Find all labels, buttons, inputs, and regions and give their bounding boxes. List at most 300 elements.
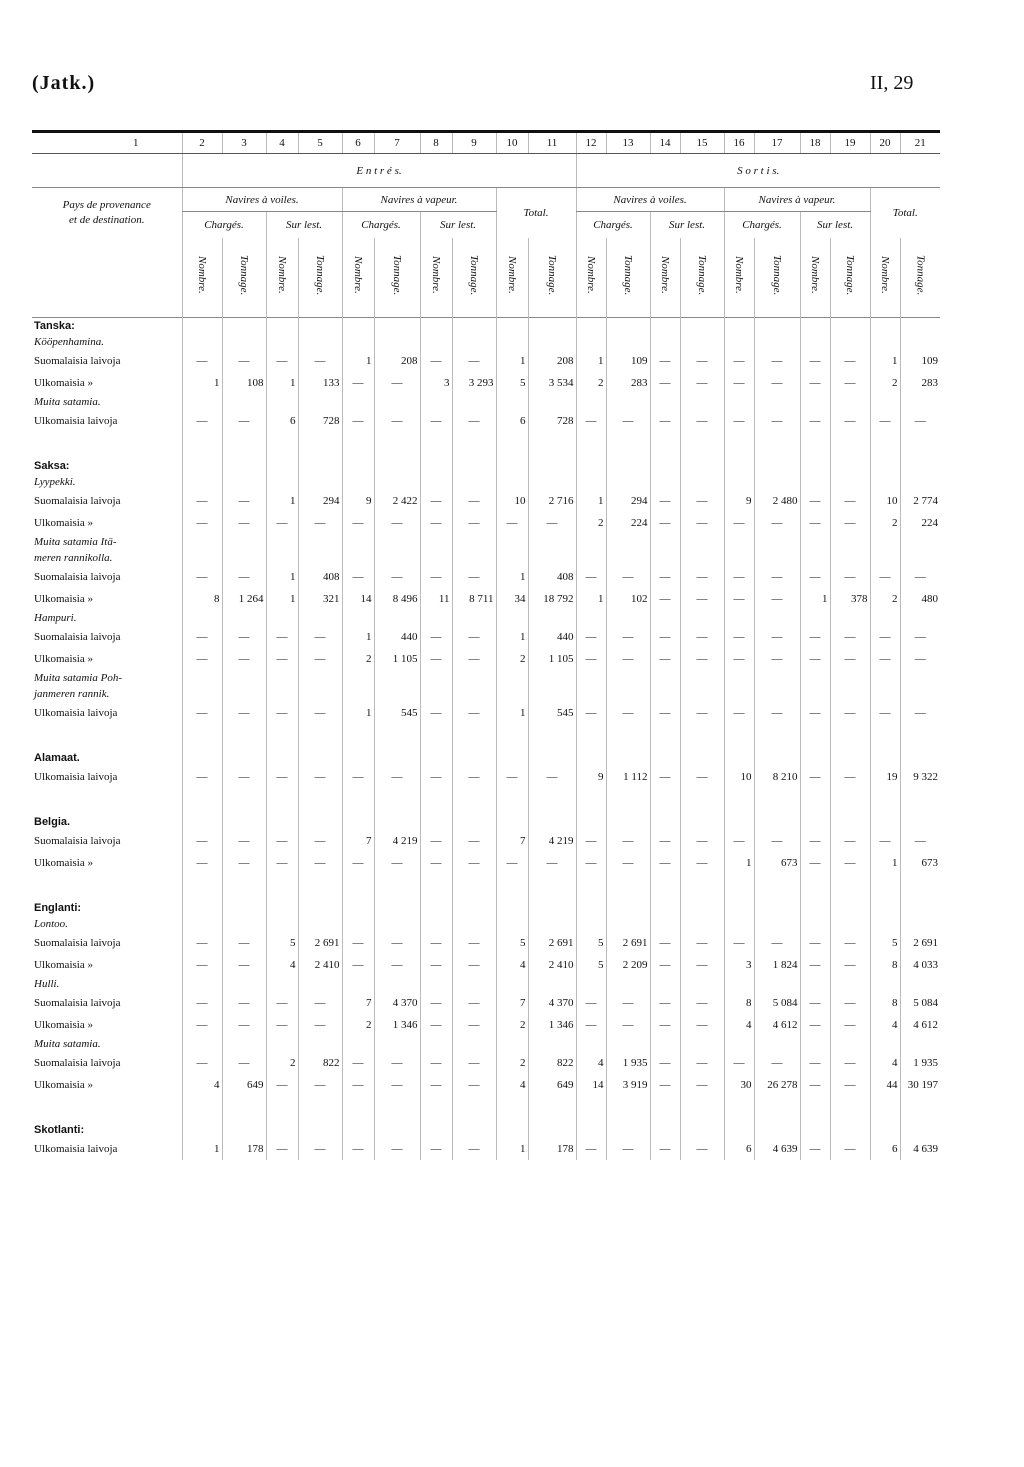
tonnage-header: Tonnage. <box>314 255 326 296</box>
port-row <box>32 1036 940 1052</box>
table-cell: 9 <box>342 490 374 512</box>
column-number: 13 <box>606 132 650 154</box>
column-number-row <box>32 132 940 154</box>
table-cell: — <box>754 830 800 852</box>
table-cell: 109 <box>606 350 650 372</box>
table-cell: — <box>754 702 800 724</box>
table-cell: — <box>800 954 830 976</box>
table-cell: 1 <box>266 566 298 588</box>
port-heading: Kööpenhamina. <box>34 336 104 348</box>
table-cell: — <box>606 626 650 648</box>
port-row <box>32 916 940 932</box>
table-cell: — <box>830 490 870 512</box>
table-cell: 2 <box>342 1014 374 1036</box>
table-cell: — <box>222 626 266 648</box>
charges-header: Chargés. <box>576 212 650 238</box>
port-heading: Muita satamia. <box>34 1038 101 1050</box>
column-number: 10 <box>496 132 528 154</box>
table-cell: — <box>800 1138 830 1160</box>
column-number: 19 <box>830 132 870 154</box>
table-cell: — <box>650 992 680 1014</box>
table-cell: — <box>266 626 298 648</box>
table-cell: 2 <box>576 512 606 534</box>
table-cell: 10 <box>724 766 754 788</box>
table-cell: — <box>800 372 830 394</box>
table-cell: 728 <box>298 410 342 432</box>
port-heading: Muita satamia. <box>34 396 101 408</box>
table-cell: 14 <box>342 588 374 610</box>
table-cell: 1 <box>266 588 298 610</box>
table-cell: 9 322 <box>900 766 940 788</box>
column-number: 7 <box>374 132 420 154</box>
table-cell: — <box>182 566 222 588</box>
table-cell: 545 <box>374 702 420 724</box>
table-cell: — <box>266 350 298 372</box>
sur-lest-header: Sur lest. <box>800 212 870 238</box>
table-cell: — <box>576 410 606 432</box>
table-cell: — <box>420 410 452 432</box>
table-cell: — <box>374 372 420 394</box>
entres-sail-header: Navires à voiles. <box>182 188 342 212</box>
table-cell: — <box>800 992 830 1014</box>
table-cell: — <box>680 648 724 670</box>
table-cell: — <box>830 350 870 372</box>
table-cell: — <box>222 410 266 432</box>
table-cell: — <box>182 512 222 534</box>
table-cell: — <box>650 766 680 788</box>
table-row <box>32 932 940 954</box>
table-cell: 8 <box>870 992 900 1014</box>
table-cell: — <box>298 852 342 874</box>
table-cell: 1 <box>800 588 830 610</box>
table-cell: — <box>374 1052 420 1074</box>
table-cell: — <box>298 830 342 852</box>
table-cell: — <box>222 648 266 670</box>
table-cell: — <box>724 588 754 610</box>
table-cell: 5 <box>576 932 606 954</box>
table-cell: — <box>800 626 830 648</box>
table-cell: 1 <box>576 588 606 610</box>
table-cell: 480 <box>900 588 940 610</box>
table-cell: 1 <box>496 566 528 588</box>
column-number: 5 <box>298 132 342 154</box>
table-cell: — <box>420 1138 452 1160</box>
port-row <box>32 474 940 490</box>
table-cell: 822 <box>298 1052 342 1074</box>
sortis-sail-header: Navires à voiles. <box>576 188 724 212</box>
table-cell: — <box>754 410 800 432</box>
nombre-header: Nombre. <box>196 256 208 295</box>
table-cell: — <box>830 702 870 724</box>
table-cell: — <box>298 350 342 372</box>
table-cell: — <box>182 490 222 512</box>
table-cell: — <box>222 1014 266 1036</box>
table-cell: 8 210 <box>754 766 800 788</box>
table-cell: — <box>182 852 222 874</box>
port-row <box>32 686 940 702</box>
table-cell: 4 370 <box>528 992 576 1014</box>
table-cell: — <box>724 512 754 534</box>
table-cell: — <box>266 1138 298 1160</box>
table-cell: — <box>528 512 576 534</box>
table-cell: — <box>182 932 222 954</box>
table-cell: — <box>650 1138 680 1160</box>
table-cell: 408 <box>298 566 342 588</box>
table-row <box>32 648 940 670</box>
column-number: 3 <box>222 132 266 154</box>
table-row <box>32 566 940 588</box>
table-cell: 1 346 <box>374 1014 420 1036</box>
table-cell: 2 691 <box>606 932 650 954</box>
column-number: 8 <box>420 132 452 154</box>
table-cell: — <box>650 852 680 874</box>
country-row <box>32 814 940 830</box>
table-cell: 408 <box>528 566 576 588</box>
table-cell: 545 <box>528 702 576 724</box>
sortis-total-header: Total. <box>870 188 940 238</box>
table-cell: — <box>870 626 900 648</box>
country-row <box>32 318 940 335</box>
table-cell: 2 422 <box>374 490 420 512</box>
table-cell: — <box>420 626 452 648</box>
table-cell: — <box>182 1052 222 1074</box>
table-cell: — <box>680 512 724 534</box>
table-cell: — <box>830 1074 870 1096</box>
port-heading: Muita satamia Poh- <box>34 672 122 684</box>
table-cell: — <box>650 588 680 610</box>
country-heading: Saksa: <box>34 460 70 472</box>
table-cell: 10 <box>870 490 900 512</box>
column-number: 17 <box>754 132 800 154</box>
table-row <box>32 852 940 874</box>
table-cell: — <box>870 702 900 724</box>
table-cell: — <box>342 372 374 394</box>
table-cell: 1 112 <box>606 766 650 788</box>
table-cell: 6 <box>724 1138 754 1160</box>
table-cell: 1 824 <box>754 954 800 976</box>
table-cell: — <box>266 852 298 874</box>
table-cell: 1 <box>496 702 528 724</box>
page-continuation-label: (Jatk.) <box>32 72 96 94</box>
table-cell: — <box>680 372 724 394</box>
table-cell: 5 <box>496 372 528 394</box>
charges-header: Chargés. <box>724 212 800 238</box>
table-cell: 10 <box>496 490 528 512</box>
table-cell: — <box>420 1014 452 1036</box>
table-cell: 2 <box>496 648 528 670</box>
table-cell: — <box>222 830 266 852</box>
nombre-header: Nombre. <box>585 256 597 295</box>
table-cell: — <box>266 830 298 852</box>
table-cell: — <box>606 852 650 874</box>
table-cell: 4 219 <box>528 830 576 852</box>
table-cell: — <box>420 648 452 670</box>
table-cell: 649 <box>222 1074 266 1096</box>
table-cell: — <box>754 1052 800 1074</box>
country-heading: Alamaat. <box>34 752 80 764</box>
table-cell: — <box>298 1138 342 1160</box>
table-row <box>32 626 940 648</box>
table-cell: 30 <box>724 1074 754 1096</box>
table-cell: 3 <box>724 954 754 976</box>
port-row <box>32 610 940 626</box>
charges-header: Chargés. <box>182 212 266 238</box>
table-cell: — <box>650 566 680 588</box>
table-cell: 1 <box>870 350 900 372</box>
table-cell: — <box>870 830 900 852</box>
table-cell: — <box>650 410 680 432</box>
table-cell: 8 <box>182 588 222 610</box>
table-cell: — <box>342 1052 374 1074</box>
table-cell: — <box>374 954 420 976</box>
column-number: 2 <box>182 132 222 154</box>
table-cell: 8 <box>724 992 754 1014</box>
table-cell: 4 <box>496 954 528 976</box>
port-heading: meren rannikolla. <box>34 552 113 564</box>
table-cell: — <box>680 954 724 976</box>
table-cell: — <box>576 830 606 852</box>
table-cell: — <box>420 852 452 874</box>
nombre-tonnage-row <box>32 238 940 318</box>
table-cell: — <box>452 410 496 432</box>
table-cell: 108 <box>222 372 266 394</box>
tonnage-header: Tonnage. <box>546 255 558 296</box>
table-cell: — <box>830 954 870 976</box>
table-cell: — <box>420 1074 452 1096</box>
table-cell: 18 792 <box>528 588 576 610</box>
table-cell: — <box>900 830 940 852</box>
table-row <box>32 512 940 534</box>
table-cell: — <box>606 410 650 432</box>
table-cell: — <box>374 566 420 588</box>
table-cell: 2 480 <box>754 490 800 512</box>
row-label: Ulkomaisia » <box>34 377 93 389</box>
table-cell: — <box>724 566 754 588</box>
table-cell: — <box>606 566 650 588</box>
table-cell: — <box>342 932 374 954</box>
table-cell: — <box>800 410 830 432</box>
table-cell: 4 612 <box>900 1014 940 1036</box>
table-cell: 4 612 <box>754 1014 800 1036</box>
table-cell: — <box>182 410 222 432</box>
table-cell: — <box>222 490 266 512</box>
table-cell: — <box>182 648 222 670</box>
table-cell: — <box>420 490 452 512</box>
entres-header: E n t r é s. <box>182 154 576 188</box>
table-cell: — <box>182 830 222 852</box>
table-cell: 4 <box>496 1074 528 1096</box>
table-cell: — <box>830 992 870 1014</box>
table-cell: — <box>576 648 606 670</box>
nombre-header: Nombre. <box>733 256 745 295</box>
table-cell: 2 <box>576 372 606 394</box>
column-number: 12 <box>576 132 606 154</box>
table-cell: — <box>754 566 800 588</box>
table-cell: 5 <box>496 932 528 954</box>
table-cell: 283 <box>606 372 650 394</box>
table-cell: — <box>830 1014 870 1036</box>
country-heading: Skotlanti: <box>34 1124 85 1136</box>
table-cell: — <box>452 648 496 670</box>
row-label: Ulkomaisia » <box>34 959 93 971</box>
table-cell: 7 <box>496 830 528 852</box>
table-cell: — <box>754 372 800 394</box>
port-heading: Muita satamia Itä- <box>34 536 117 548</box>
table-cell: 440 <box>528 626 576 648</box>
port-heading: Lyypekki. <box>34 476 76 488</box>
table-cell: — <box>576 566 606 588</box>
table-cell: — <box>452 852 496 874</box>
table-cell: 440 <box>374 626 420 648</box>
table-cell: 11 <box>420 588 452 610</box>
table-cell: — <box>342 1074 374 1096</box>
table-cell: — <box>222 512 266 534</box>
table-cell: — <box>576 702 606 724</box>
nombre-header: Nombre. <box>352 256 364 295</box>
table-row <box>32 992 940 1014</box>
table-cell: — <box>830 626 870 648</box>
table-cell: — <box>680 830 724 852</box>
table-cell: 294 <box>606 490 650 512</box>
sortis-steam-header: Navires à vapeur. <box>724 188 870 212</box>
table-row <box>32 954 940 976</box>
column-number: 21 <box>900 132 940 154</box>
table-cell: 1 <box>266 372 298 394</box>
table-cell: — <box>496 766 528 788</box>
table-cell: — <box>724 702 754 724</box>
table-cell: — <box>342 954 374 976</box>
table-cell: 7 <box>342 830 374 852</box>
table-cell: 4 639 <box>900 1138 940 1160</box>
table-cell: 2 <box>870 588 900 610</box>
table-cell: 2 716 <box>528 490 576 512</box>
table-cell: — <box>680 588 724 610</box>
table-cell: 1 <box>342 702 374 724</box>
country-column-header <box>32 188 182 238</box>
nombre-header: Nombre. <box>809 256 821 295</box>
table-cell: 6 <box>266 410 298 432</box>
table-cell: 2 209 <box>606 954 650 976</box>
table-cell: — <box>754 932 800 954</box>
table-cell: 2 <box>266 1052 298 1074</box>
table-cell: — <box>182 766 222 788</box>
table-cell: — <box>374 1138 420 1160</box>
tonnage-header: Tonnage. <box>914 255 927 296</box>
tonnage-header: Tonnage. <box>238 255 250 296</box>
column-number: 15 <box>680 132 724 154</box>
table-cell: 2 691 <box>528 932 576 954</box>
table-cell: — <box>374 512 420 534</box>
table-cell: 2 691 <box>298 932 342 954</box>
table-cell: 4 639 <box>754 1138 800 1160</box>
tonnage-header: Tonnage. <box>771 255 783 296</box>
table-cell: 8 <box>870 954 900 976</box>
table-cell: 1 <box>182 1138 222 1160</box>
table-cell: — <box>298 992 342 1014</box>
row-label: Suomalaisia laivoja <box>34 835 121 847</box>
column-number: 1 <box>32 132 182 154</box>
table-cell: — <box>298 1074 342 1096</box>
port-row <box>32 550 940 566</box>
table-cell: — <box>420 512 452 534</box>
table-cell: 2 691 <box>900 932 940 954</box>
table-cell: 4 <box>870 1052 900 1074</box>
table-cell: 1 264 <box>222 588 266 610</box>
table-cell: 4 219 <box>374 830 420 852</box>
table-cell: — <box>452 766 496 788</box>
table-cell: 133 <box>298 372 342 394</box>
table-cell: — <box>606 992 650 1014</box>
table-cell: 224 <box>606 512 650 534</box>
table-cell: — <box>452 932 496 954</box>
table-cell: 6 <box>496 410 528 432</box>
table-cell: 208 <box>528 350 576 372</box>
table-cell: 1 935 <box>606 1052 650 1074</box>
table-cell: — <box>266 648 298 670</box>
column-number: 6 <box>342 132 374 154</box>
column-number: 18 <box>800 132 830 154</box>
table-cell: — <box>800 852 830 874</box>
table-cell: — <box>650 1052 680 1074</box>
table-cell: 2 410 <box>298 954 342 976</box>
table-cell: — <box>298 766 342 788</box>
table-cell: — <box>900 648 940 670</box>
table-cell: 8 711 <box>452 588 496 610</box>
table-cell: 208 <box>374 350 420 372</box>
nombre-header: Nombre. <box>430 256 442 295</box>
row-label: Ulkomaisia laivoja <box>34 707 118 719</box>
table-cell: — <box>182 992 222 1014</box>
tonnage-header: Tonnage. <box>844 255 856 296</box>
table-cell: 2 <box>870 372 900 394</box>
tonnage-header: Tonnage. <box>622 255 634 296</box>
table-cell: — <box>680 566 724 588</box>
row-gap <box>32 788 940 814</box>
table-cell: 1 105 <box>528 648 576 670</box>
table-cell: — <box>528 852 576 874</box>
table-cell: 1 <box>870 852 900 874</box>
table-row <box>32 372 940 394</box>
table-cell: — <box>680 1052 724 1074</box>
table-cell: 3 <box>420 372 452 394</box>
table-cell: 1 <box>496 350 528 372</box>
table-cell: 1 105 <box>374 648 420 670</box>
table-cell: — <box>870 648 900 670</box>
table-cell: — <box>800 1014 830 1036</box>
table-cell: — <box>374 932 420 954</box>
table-cell: — <box>298 512 342 534</box>
table-cell: 1 <box>266 490 298 512</box>
table-cell: — <box>266 702 298 724</box>
table-cell: 673 <box>754 852 800 874</box>
table-cell: — <box>576 1014 606 1036</box>
table-cell: 4 370 <box>374 992 420 1014</box>
entres-total-header: Total. <box>496 188 576 238</box>
table-cell: — <box>298 626 342 648</box>
table-cell: 2 <box>496 1014 528 1036</box>
table-cell: — <box>754 648 800 670</box>
table-cell: 4 <box>576 1052 606 1074</box>
port-row <box>32 670 940 686</box>
country-row <box>32 750 940 766</box>
sortis-header: S o r t i s. <box>576 154 940 188</box>
table-cell: — <box>830 566 870 588</box>
nombre-header: Nombre. <box>879 256 891 295</box>
port-row <box>32 334 940 350</box>
table-cell: 1 <box>496 626 528 648</box>
table-cell: 19 <box>870 766 900 788</box>
table-cell: — <box>800 1052 830 1074</box>
